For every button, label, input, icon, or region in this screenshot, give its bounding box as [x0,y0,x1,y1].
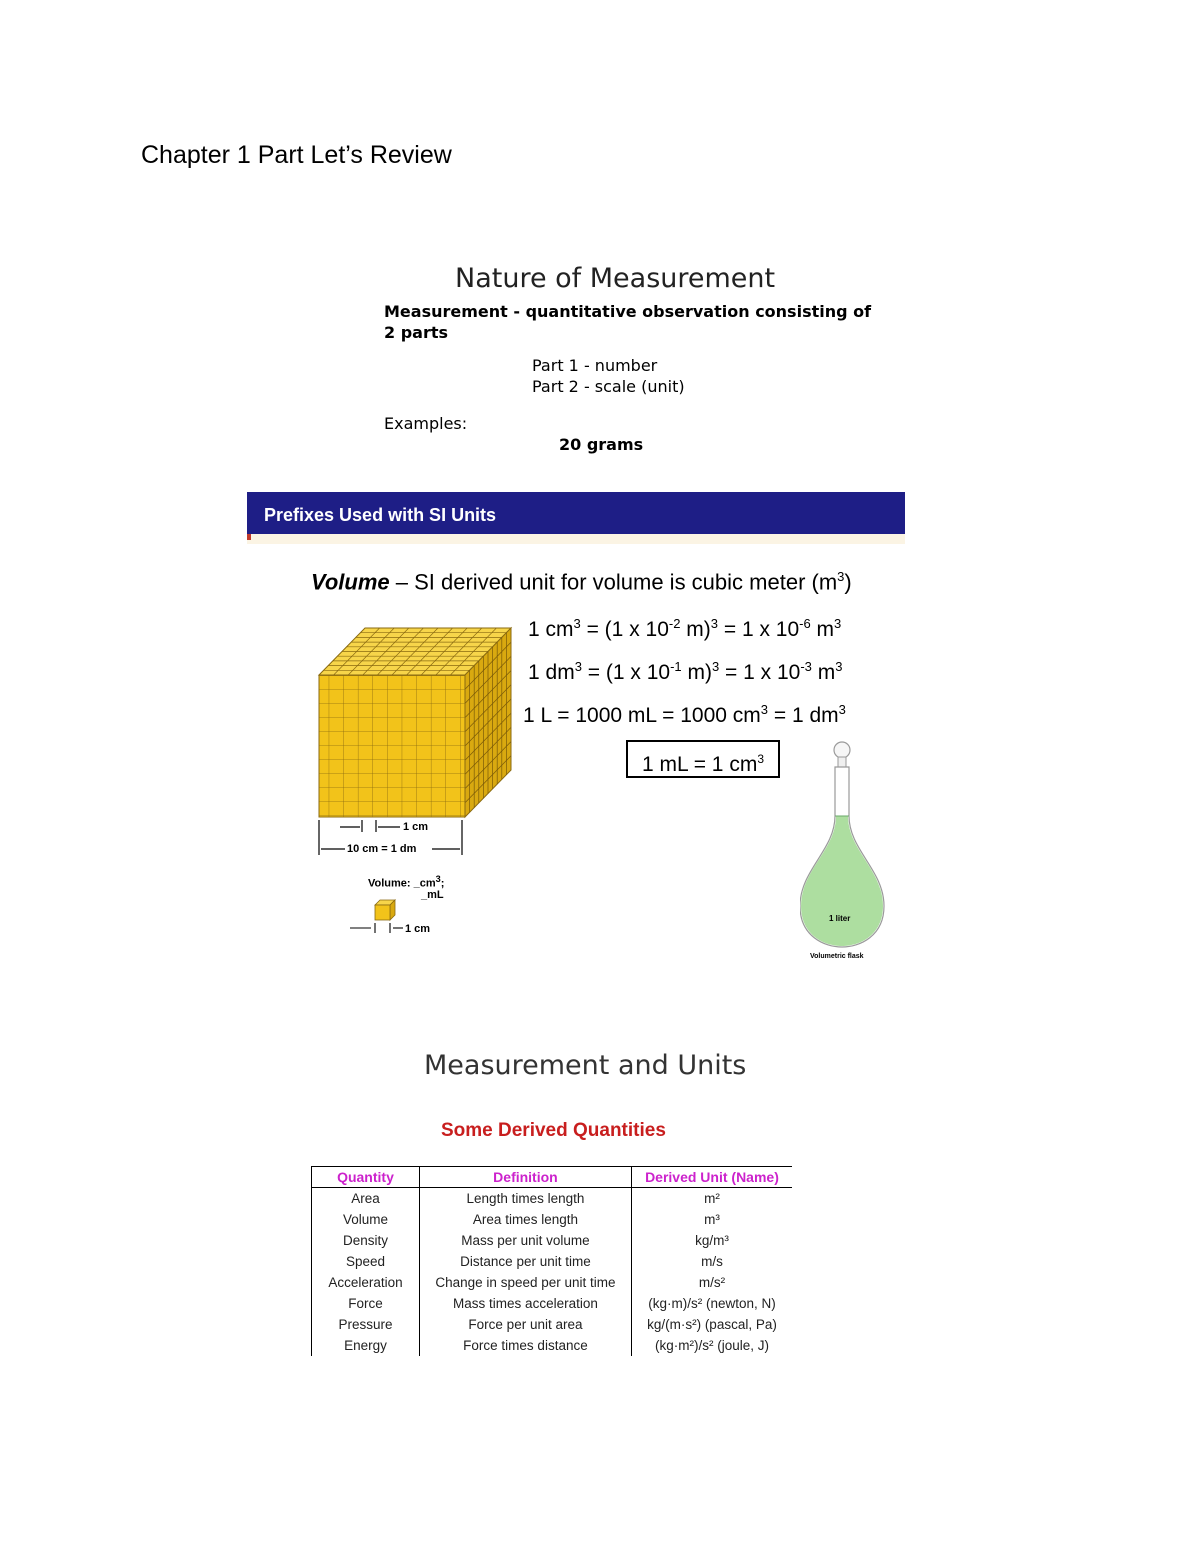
volume-label-1: Volume: _cm [368,877,436,890]
eq2-exp4: -3 [800,659,812,674]
definition-line-1: Measurement - quantitative observation consisting of [384,302,872,321]
volume-label-ml: _mL [421,889,444,901]
definition-line-2: 2 parts [384,323,449,342]
row-definition: Length times length [419,1188,631,1210]
slide3-subtitle: Some Derived Quantities [441,1120,666,1141]
part-1-text: Part 1 - number [532,356,658,375]
row-unit: m/s [701,1254,723,1269]
header-quantity: Quantity [312,1167,420,1188]
volume-heading-sup: 3 [837,569,845,584]
table-row [312,1209,793,1230]
row-quantity: Force [312,1293,420,1314]
eq1-a: 1 cm [528,618,574,641]
eq1-e: m [810,618,835,641]
equation-cm3 [528,616,841,642]
cube-front-face [319,675,465,817]
table-row [312,1251,793,1272]
row-unit: kg/(m·s²) (pascal, Pa) [647,1317,777,1332]
table-row [312,1230,793,1251]
row-quantity: Volume [312,1209,420,1230]
header-derived-unit: Derived Unit (Name) [631,1167,792,1188]
table-row [312,1272,793,1293]
row-quantity: Pressure [312,1314,420,1335]
cube-label-big: 10 cm = 1 dm [347,843,417,855]
row-unit: (kg·m²)/s² (joule, J) [654,1338,769,1353]
row-definition: Area times length [419,1209,631,1230]
slide1-title: Nature of Measurement [455,263,776,294]
row-definition: Force per unit area [419,1314,631,1335]
equation-dm3 [528,659,842,685]
volume-heading [311,569,852,595]
eq2-a: 1 dm [528,661,575,684]
eq2-exp3: 3 [711,659,720,674]
table-row [312,1335,793,1356]
volume-label [368,874,444,890]
examples-label: Examples: [384,414,468,433]
part-2-text: Part 2 - scale (unit) [532,377,685,396]
equation-liter [523,702,846,728]
eq2-exp1: 3 [574,659,582,674]
eq2-exp5: 3 [835,659,843,674]
row-definition: Distance per unit time [419,1251,631,1272]
row-unit: (kg·m)/s² (newton, N) [648,1296,776,1311]
table-row [312,1188,793,1210]
header-definition: Definition [419,1167,631,1188]
row-unit: m/s² [698,1275,726,1290]
eq3-b: = 1 dm [768,704,839,727]
eq1-b: = (1 x 10 [580,618,669,641]
slide3-title: Measurement and Units [424,1050,747,1081]
eq1-d: = 1 x 10 [718,618,800,641]
eq2-d: = 1 x 10 [719,661,801,684]
eq3-exp2: 3 [838,702,846,717]
banner-strip [247,534,905,544]
example-1: 20 grams [559,435,644,454]
eq1-c: m) [680,618,711,641]
eq3-a: 1 L = 1000 mL = 1000 cm [523,704,761,727]
boxed-sup: 3 [757,752,765,766]
row-unit: kg/m³ [695,1233,729,1248]
volume-heading-rest: – SI derived unit for volume is cubic meter (m [389,569,838,595]
eq1-exp1: 3 [573,616,581,631]
row-definition: Force times distance [419,1335,631,1356]
row-quantity: Energy [312,1335,420,1356]
row-definition: Mass times acceleration [419,1293,631,1314]
cube-label-small: 1 cm [403,821,429,833]
eq2-b: = (1 x 10 [581,661,671,684]
row-quantity: Acceleration [312,1272,420,1293]
row-quantity: Density [312,1230,420,1251]
eq2-exp2: -1 [670,659,682,674]
boxed-text: 1 mL = 1 cm [641,753,758,776]
eq2-e: m [811,661,836,684]
eq1-exp5: 3 [834,616,842,631]
volume-heading-end: ) [844,569,852,595]
table-header-row [312,1167,793,1188]
ml-equals-cm3-box [626,740,780,778]
row-unit: m² [704,1191,720,1206]
flask-caption: Volumetric flask [810,953,864,960]
banner-accent [247,534,251,540]
volume-label-semicolon: ; [440,877,445,890]
row-quantity: Area [312,1188,420,1210]
eq1-exp3: 3 [710,616,719,631]
row-quantity: Speed [312,1251,420,1272]
eq1-exp4: -6 [799,616,811,631]
prefixes-banner-text: Prefixes Used with SI Units [264,505,497,525]
volume-heading-bold: Volume [311,569,390,595]
eq2-c: m) [681,661,712,684]
row-definition: Mass per unit volume [419,1230,631,1251]
table-row [312,1293,793,1314]
flask-label: 1 liter [829,914,851,923]
volume-label-sup: 3 [435,874,441,884]
eq3-exp1: 3 [760,702,769,717]
eq1-exp2: -2 [668,616,681,631]
document-title: Chapter 1 Part Let’s Review [141,141,452,169]
row-definition: Change in speed per unit time [419,1272,631,1293]
small-cube-label: 1 cm [405,923,431,935]
row-unit: m³ [704,1212,720,1227]
table-row [312,1314,793,1335]
derived-quantities-table [311,1166,792,1356]
